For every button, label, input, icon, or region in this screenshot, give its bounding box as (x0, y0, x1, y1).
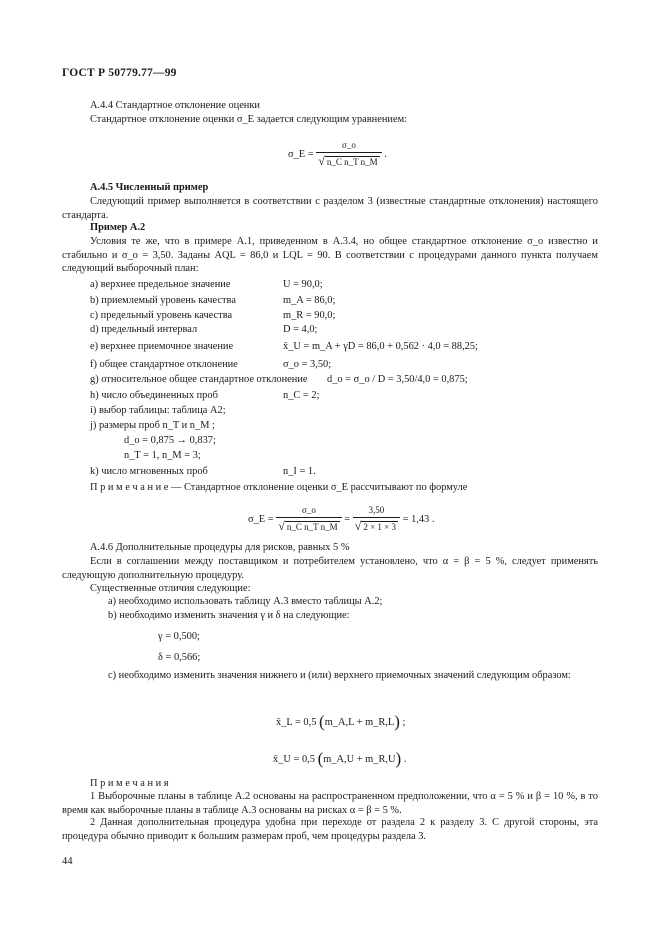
formula1-lhs: σ_E = (288, 149, 314, 161)
formula4-tail: . (403, 754, 407, 765)
formula2-fraction-2: $\frac{3,50}{√ 2 \times 1 \times 3}$ (353, 505, 400, 534)
list-item-label: h) число объединенных проб (90, 390, 218, 401)
list-item-label: е) верхнее приемочное значение (90, 341, 234, 352)
list-item-value: m_R = 90,0; (283, 310, 336, 321)
list-item-value: n_T = 1, n_M = 3; (124, 450, 201, 461)
formula3-tail: ; (402, 717, 406, 728)
section-a44-title: А.4.4 Стандартное отклонение оценки (90, 100, 260, 111)
list-item-value: n_C = 2; (283, 390, 320, 401)
section-a44-text: Стандартное отклонение оценки σ_E задается следующим уравнением: (90, 114, 408, 125)
formula-sigma-e (288, 140, 387, 169)
formula1-numerator: σ_o (316, 140, 381, 153)
formula2-numerator-2: 3,50 (353, 505, 400, 518)
list-item-value: n_I = 1. (283, 466, 316, 477)
formula2-denominator-2: 2 × 1 × 3 (363, 521, 396, 532)
list-item-label: с) предельный уровень качества (90, 310, 233, 321)
list-item-value: m_A = 86,0; (283, 295, 336, 306)
formula2-equals: = (344, 514, 351, 526)
document-header: ГОСТ Р 50779.77—99 (62, 67, 177, 79)
formula1-denominator: n_C n_T n_M (326, 156, 378, 167)
section-a46-title: А.4.6 Дополнительные процедуры для рисков, равных 5 % (90, 542, 350, 553)
list-item-value: U = 90,0; (283, 279, 323, 290)
list-item-value: x̄_U = m_A + γD = 86,0 + 0,562 · 4,0 = 88,25; (283, 341, 478, 352)
example-text: Условия те же, что в примере А.1, приведенном в А.3.4, но общее стандартное отклонение σ_o известно и стабильно и σ_o = 3,50. Заданы AQL = 86,0 и LQL = 90. В соответствии с процедурами данного пункта получаем следующий выборочный план: (62, 236, 598, 275)
gamma-value: γ = 0,500; (158, 631, 200, 642)
page-number: 44 (62, 856, 73, 867)
section-a46-item-c: с) необходимо изменить значения нижнего и (или) верхнего приемочных значений следующим образом: (108, 670, 571, 681)
note-1: 1 Выборочные планы в таблице А.2 основаны на распространенном предположении, что α = 5 % и β = 10 %, в то время как выборочные планы в таблице А.3 основаны на рисках α = β = 5 %. (62, 791, 598, 816)
delta-value: δ = 0,566; (158, 652, 201, 663)
list-item-label: b) приемлемый уровень качества (90, 295, 236, 306)
formula2-result: = 1,43 . (402, 514, 435, 526)
list-item-label: а) верхнее предельное значение (90, 279, 231, 290)
formula2-numerator-1: σ_o (276, 505, 341, 518)
note-formula-intro: П р и м е ч а н и е — Стандартное отклонение оценки σ_E рассчитывают по формуле (90, 482, 468, 493)
formula2-lhs: σ_E = (248, 514, 274, 526)
formula-xl: x̄_L = 0,5 (m_A,L + m_R,L) ; (276, 712, 406, 731)
formula-sigma-e-numeric (248, 505, 434, 534)
section-a46-diff: Существенные отличия следующие: (90, 583, 251, 594)
formula4-lhs: x̄_U = 0,5 (273, 754, 315, 765)
formula-xu: x̄_U = 0,5 (m_A,U + m_R,U) . (273, 749, 407, 768)
note-2: 2 Данная дополнительная процедура удобна при переходе от раздела 2 к разделу 3. С другой стороны, эта процедура обычно приводит к большим размерам проб, чем процедуры раздела 3. (62, 817, 598, 842)
list-item-label: g) относительное общее стандартное отклонение (90, 374, 308, 385)
formula1-fraction: $\frac{\sigma\_o}{\text{√ n\_C n\_T n\_M}}$ (316, 140, 381, 169)
list-item-value: σ_o = 3,50; (283, 359, 332, 370)
list-item-label: f) общее стандартное отклонение (90, 359, 238, 370)
formula2-fraction-1: $\frac{\sigma\_o}{\text{√ n\_C n\_T n\_M}}$ (276, 505, 341, 534)
list-item-label: j) размеры проб n_T и n_M ; (90, 420, 215, 431)
section-a46-text: Если в соглашении между поставщиком и потребителем установлено, что α = β = 5 %, следует применять следующую дополнительную процедуру. (62, 556, 598, 581)
formula1-tail: . (384, 149, 387, 161)
section-a45-text: Следующий пример выполняется в соответствии с разделом 3 (известные стандартные отклонения) настоящего стандарта. (62, 196, 598, 221)
formula3-lhs: x̄_L = 0,5 (276, 717, 317, 728)
list-item-value: d_o = σ_o / D = 3,50/4,0 = 0,875; (327, 374, 468, 385)
list-item-value: D = 4,0; (283, 324, 318, 335)
formula4-inner: m_A,U + m_R,U (323, 754, 396, 765)
section-a46-item-b: b) необходимо изменить значения γ и δ на следующие: (108, 610, 350, 621)
list-item-value: d_o = 0,875 → 0,837; (124, 435, 216, 446)
notes-title: П р и м е ч а н и я (90, 778, 169, 789)
formula2-denominator-1: n_C n_T n_M (286, 521, 338, 532)
formula3-inner: m_A,L + m_R,L (324, 717, 395, 728)
list-item-label: k) число мгновенных проб (90, 466, 208, 477)
list-item-label: d) предельный интервал (90, 324, 198, 335)
section-a45-title: А.4.5 Численный пример (90, 182, 209, 193)
example-title: Пример А.2 (90, 222, 146, 233)
list-item-label: i) выбор таблицы: таблица А2; (90, 405, 226, 416)
section-a46-item-a: а) необходимо использовать таблицу А.3 вместо таблицы А.2; (108, 596, 383, 607)
